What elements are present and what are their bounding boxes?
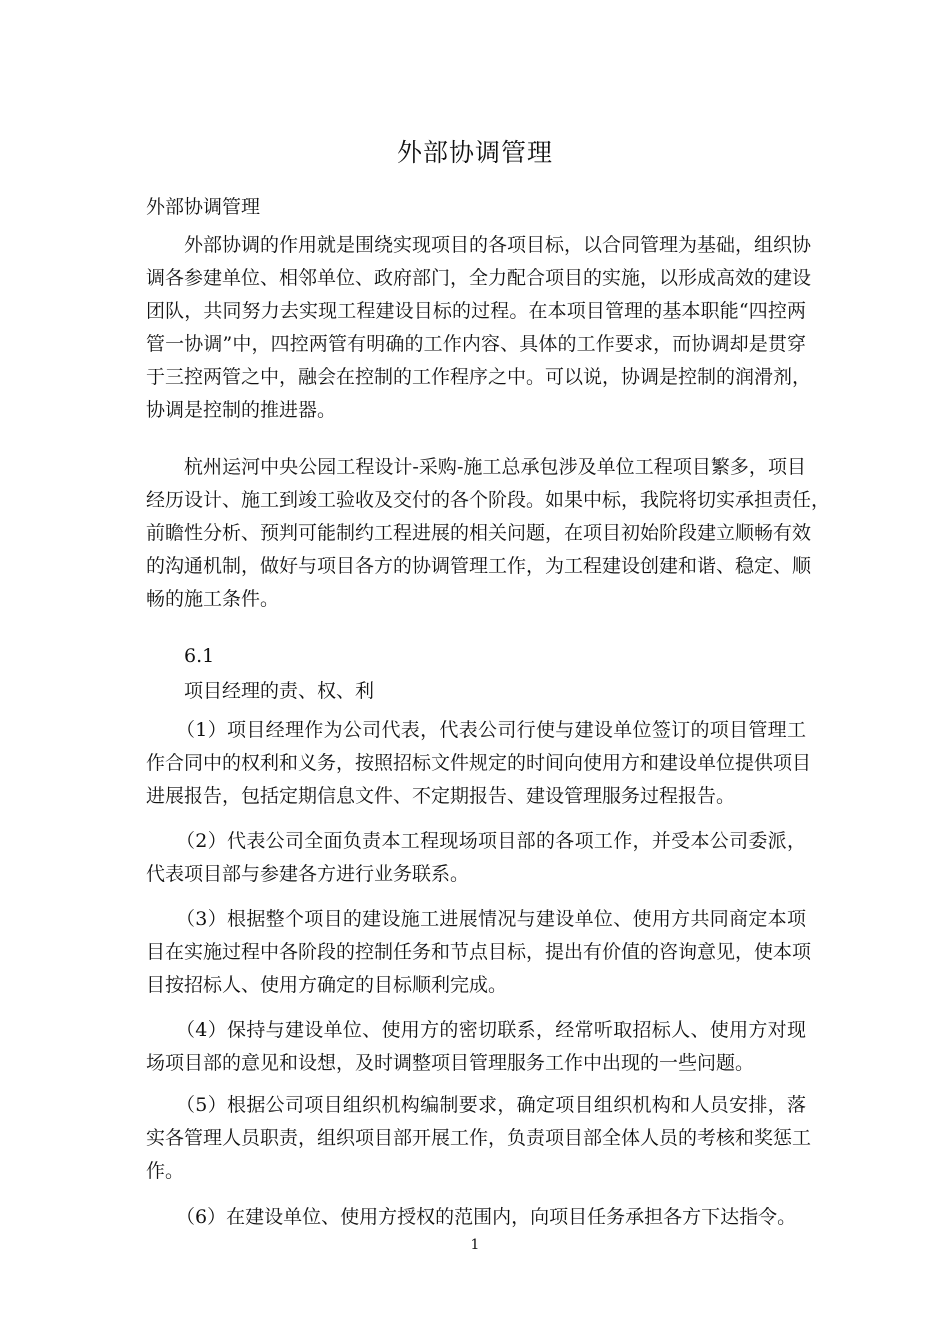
- list-item-6: [146, 1201, 806, 1234]
- text-line: 目在实施过程中各阶段的控制任务和节点目标，提出有价值的咨询意见，使本项: [146, 941, 812, 963]
- text-line: （1）项目经理作为公司代表，代表公司行使与建设单位签订的项目管理工: [176, 719, 806, 741]
- text-line: 实各管理人员职责，组织项目部开展工作，负责项目部全体人员的考核和奖惩工: [146, 1127, 812, 1149]
- section-title-text: 项目经理的责、权、利: [184, 680, 375, 702]
- page-title: 外部协调管理: [396, 138, 553, 167]
- list-item-3: [146, 903, 812, 1002]
- text-line: 前瞻性分析、预判可能制约工程进展的相关问题，在项目初始阶段建立顺畅有效: [146, 522, 812, 544]
- section-number-text: 6.1: [184, 645, 215, 667]
- text-line: 经历设计、施工到竣工验收及交付的各个阶段。如果中标，我院将切实承担责任，: [146, 489, 831, 511]
- text-line: 外部协调的作用就是围绕实现项目的各项目标，以合同管理为基础，组织协: [184, 234, 812, 256]
- text-line: 作。: [146, 1160, 185, 1182]
- text-line: （2）代表公司全面负责本工程现场项目部的各项工作，并受本公司委派，: [176, 830, 806, 852]
- text-line: 调各参建单位、相邻单位、政府部门，全力配合项目的实施，以形成高效的建设: [146, 267, 812, 289]
- text-line: 协调是控制的推进器。: [146, 399, 337, 421]
- text-line: 进展报告，包括定期信息文件、不定期报告、建设管理服务过程报告。: [146, 785, 736, 807]
- text-line: （4）保持与建设单位、使用方的密切联系，经常听取招标人、使用方对现: [176, 1019, 806, 1041]
- text-line: 杭州运河中央公园工程设计-采购-施工总承包涉及单位工程项目繁多，项目: [184, 456, 806, 478]
- text-line: 作合同中的权利和义务，按照招标文件规定的时间向使用方和建设单位提供项目: [146, 752, 812, 774]
- text-line: 团队，共同努力去实现工程建设目标的过程。在本项目管理的基本职能“四控两: [146, 300, 806, 322]
- text-line: （3）根据整个项目的建设施工进展情况与建设单位、使用方共同商定本项: [176, 908, 806, 930]
- page-number: 1: [470, 1237, 480, 1253]
- text-line: 代表项目部与参建各方进行业务联系。: [146, 863, 470, 885]
- text-line: 目按招标人、使用方确定的目标顺利完成。: [146, 974, 508, 996]
- text-line: 场项目部的意见和设想，及时调整项目管理服务工作中出现的一些问题。: [146, 1052, 755, 1074]
- paragraph-intro-1: [146, 229, 812, 427]
- section-number: [146, 640, 806, 673]
- text-line: 畅的施工条件。: [146, 588, 280, 610]
- list-item-2: [146, 825, 806, 891]
- list-item-1: [146, 714, 812, 813]
- paragraph-intro-2: [146, 451, 831, 616]
- list-item-5: [146, 1089, 812, 1188]
- section-heading: 外部协调管理: [146, 196, 261, 218]
- section-title: [146, 675, 806, 708]
- text-line: （6）在建设单位、使用方授权的范围内，向项目任务承担各方下达指令。: [176, 1206, 797, 1228]
- list-item-4: [146, 1014, 806, 1080]
- text-line: （5）根据公司项目组织机构编制要求，确定项目组织机构和人员安排，落: [176, 1094, 806, 1116]
- text-line: 于三控两管之中，融会在控制的工作程序之中。可以说，协调是控制的润滑剂，: [146, 366, 812, 388]
- text-line: 的沟通机制，做好与项目各方的协调管理工作，为工程建设创建和谐、稳定、顺: [146, 555, 812, 577]
- text-line: 管一协调”中，四控两管有明确的工作内容、具体的工作要求，而协调却是贯穿: [146, 333, 806, 355]
